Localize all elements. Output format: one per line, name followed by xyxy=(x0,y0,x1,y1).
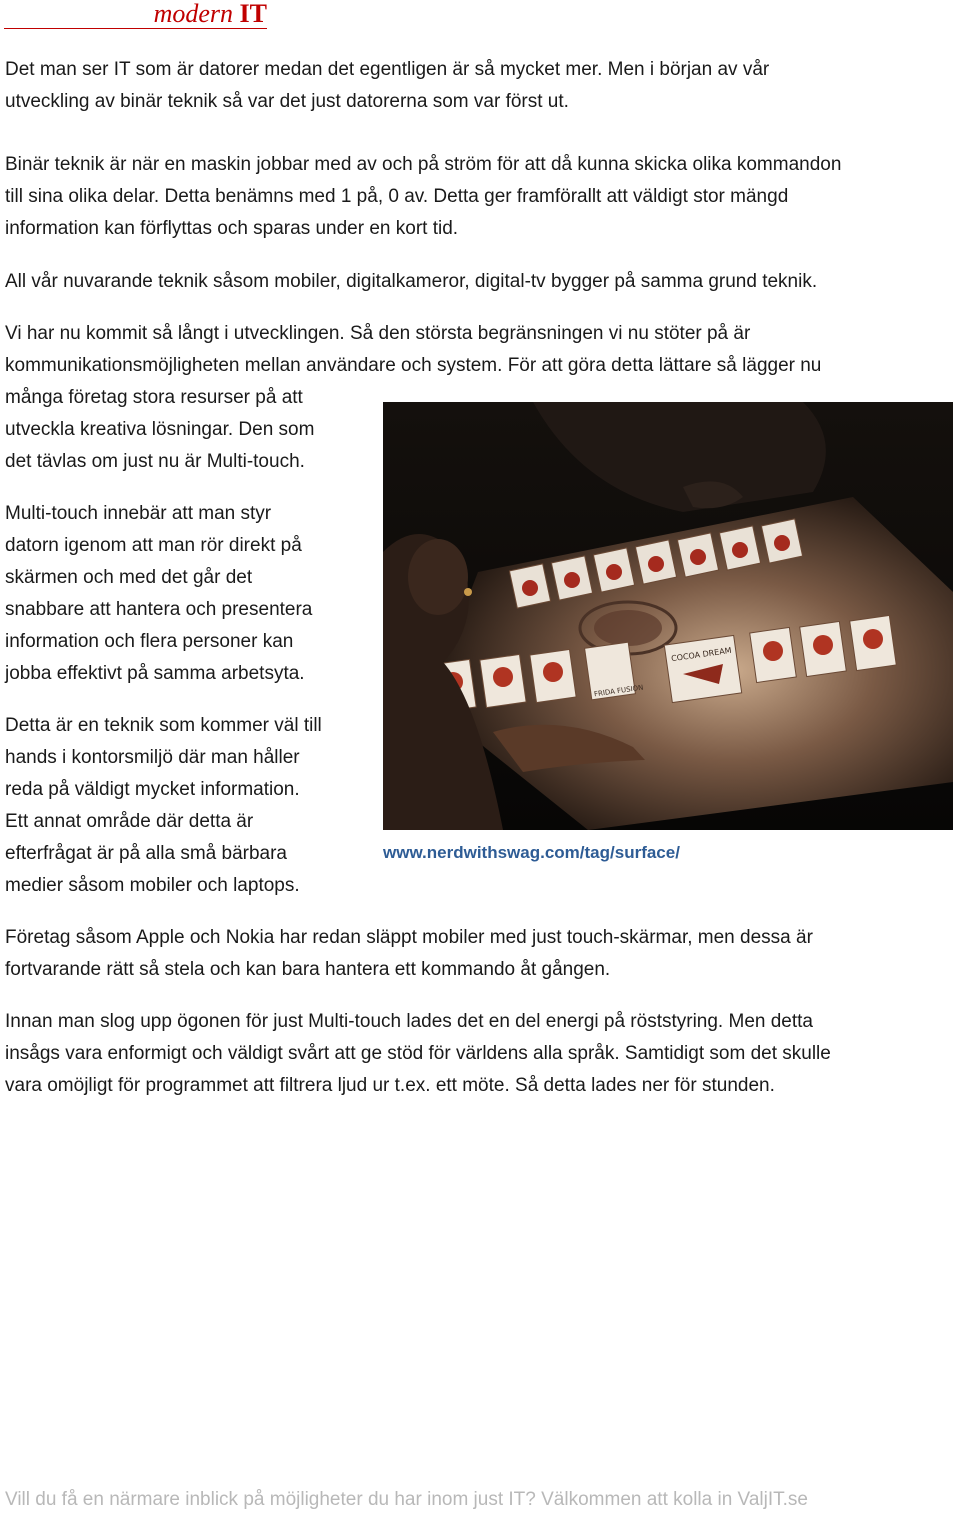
text-line: Ett annat område där detta är xyxy=(5,811,254,832)
text-line: Vi har nu kommit så långt i utvecklingen. Så den största begränsningen vi nu stöter på är xyxy=(5,323,751,344)
photo-caption-link[interactable]: www.nerdwithswag.com/tag/surface/ xyxy=(383,843,680,862)
text-line: hands i kontorsmiljö där man håller xyxy=(5,747,300,768)
paragraph-intro xyxy=(5,54,769,118)
text-line: medier såsom mobiler och laptops. xyxy=(5,875,300,896)
page-footer: Vill du få en närmare inblick på möjligheter du har inom just IT? Välkommen att kolla in ValjIT.se xyxy=(5,1489,808,1510)
text-line: jobba effektivt på samma arbetsyta. xyxy=(5,663,305,684)
text-line: efterfrågat är på alla små bärbara xyxy=(5,843,287,864)
multitouch-table-photo xyxy=(383,402,953,830)
paragraph-binary-tech xyxy=(5,149,841,245)
tile-label-frida: FRIDA FUSION xyxy=(593,683,644,699)
tile-label-cocoa: COCOA DREAM xyxy=(670,645,733,664)
text-line: utveckling av binär teknik så var det just datorerna som var först ut. xyxy=(5,91,569,112)
text-line: Detta är en teknik som kommer väl till xyxy=(5,715,322,736)
text-line: insågs vara enformigt och väldigt svårt att ge stöd för världens alla språk. Samtidigt som det skulle xyxy=(5,1043,831,1064)
text-line: skärmen och med det går det xyxy=(5,567,253,588)
text-line: Multi-touch innebär att man styr xyxy=(5,503,272,524)
paragraph-voice-control xyxy=(5,1006,831,1102)
text-line: Innan man slog upp ögonen för just Multi-touch lades det en del energi på röststyring. Men detta xyxy=(5,1011,813,1032)
text-line: reda på väldigt mycket information. xyxy=(5,779,300,800)
paragraph-current-tech xyxy=(5,266,817,298)
text-line: till sina olika delar. Detta benämns med 1 på, 0 av. Detta ger framförallt att väldigt stor mängd xyxy=(5,186,789,207)
text-line: det tävlas om just nu är Multi-touch. xyxy=(5,451,305,472)
text-line: All vår nuvarande teknik såsom mobiler, digitalkameror, digital-tv bygger på samma grund teknik. xyxy=(5,271,818,292)
paragraph-multitouch xyxy=(5,498,312,690)
document-header xyxy=(4,0,267,29)
text-line: Binär teknik är när en maskin jobbar med av och på ström för att då kunna skicka olika kommandon xyxy=(5,154,842,175)
text-line: många företag stora resurser på att xyxy=(5,387,303,408)
text-line: fortvarande rätt så stela och kan bara hantera ett kommando åt gången. xyxy=(5,959,611,980)
text-line: datorn igenom att man rör direkt på xyxy=(5,535,302,556)
page-title xyxy=(154,0,267,28)
text-line: information kan förflyttas och sparas under en kort tid. xyxy=(5,218,459,239)
text-line: kommunikationsmöjligheten mellan användare och system. För att göra detta lättare så lägger nu xyxy=(5,355,822,376)
paragraph-companies xyxy=(5,922,813,986)
title-word-it: IT xyxy=(239,0,267,28)
text-line: snabbare att hantera och presentera xyxy=(5,599,313,620)
text-line: utveckla kreativa lösningar. Den som xyxy=(5,419,315,440)
text-line: vara omöjligt för programmet att filtrera ljud ur t.ex. ett möte. Så detta lades ner för stunden. xyxy=(5,1075,775,1096)
title-word-modern: modern xyxy=(153,0,234,28)
text-line: Företag såsom Apple och Nokia har redan släppt mobiler med just touch-skärmar, men dessa är xyxy=(5,927,813,948)
paragraph-office-use xyxy=(5,710,322,902)
text-line: information och flera personer kan xyxy=(5,631,294,652)
text-line: Det man ser IT som är datorer medan det egentligen är så mycket mer. Men i början av vår xyxy=(5,59,770,80)
